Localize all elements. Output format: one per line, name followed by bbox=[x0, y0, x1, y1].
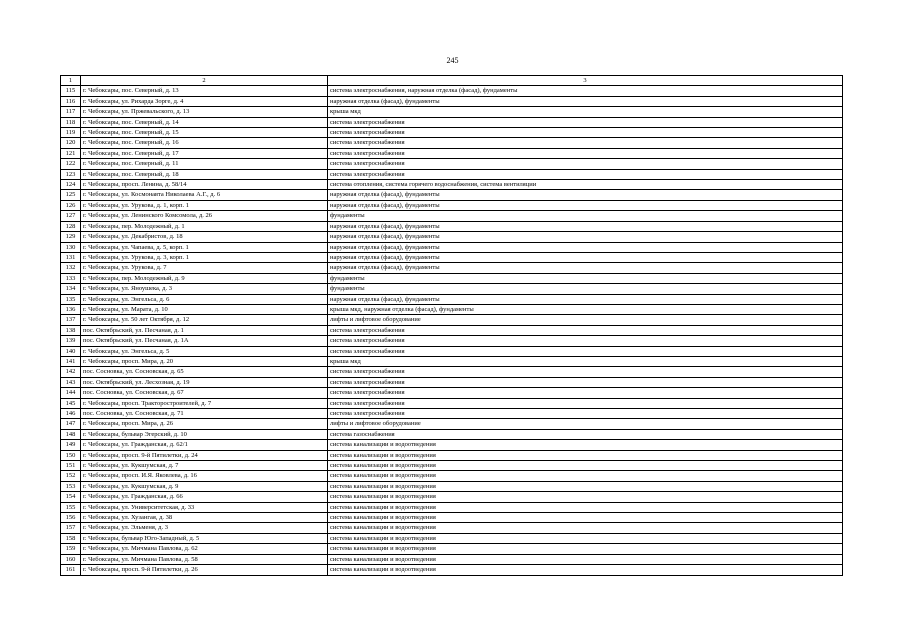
row-number-cell: 131 bbox=[61, 252, 81, 262]
works-cell: наружная отделка (фасад), фундаменты bbox=[328, 200, 843, 210]
address-cell: г. Чебоксары, просп. Мира, д. 26 bbox=[81, 419, 328, 429]
works-cell: система электроснабжения bbox=[328, 325, 843, 335]
address-cell: пос. Сосновка, ул. Сосновская, д. 67 bbox=[81, 388, 328, 398]
address-cell: г. Чебоксары, ул. Энгельса, д. 6 bbox=[81, 294, 328, 304]
address-cell: г. Чебоксары, бульвар Юго-Западный, д. 5 bbox=[81, 533, 328, 543]
address-cell: г. Чебоксары, пос. Северный, д. 16 bbox=[81, 138, 328, 148]
works-cell: система канализации и водоотведения bbox=[328, 513, 843, 523]
address-cell: г. Чебоксары, ул. Пржевальского, д. 13 bbox=[81, 107, 328, 117]
row-number-cell: 160 bbox=[61, 554, 81, 564]
table-row bbox=[61, 315, 843, 325]
address-cell: г. Чебоксары, просп. Мира, д. 20 bbox=[81, 356, 328, 366]
address-cell: г. Чебоксары, ул. Урукова, д. 1, корп. 1 bbox=[81, 200, 328, 210]
works-cell: наружная отделка (фасад), фундаменты bbox=[328, 221, 843, 231]
row-number-cell: 125 bbox=[61, 190, 81, 200]
row-number-cell: 128 bbox=[61, 221, 81, 231]
address-cell: пос. Октябрьский, ул. Лесхозная, д. 19 bbox=[81, 377, 328, 387]
works-cell: наружная отделка (фасад), фундаменты bbox=[328, 252, 843, 262]
table-row bbox=[61, 409, 843, 419]
works-cell: система электроснабжения bbox=[328, 388, 843, 398]
address-cell: г. Чебоксары, ул. Космонавта Николаева А.Г., д. 6 bbox=[81, 190, 328, 200]
table-row bbox=[61, 336, 843, 346]
row-number-cell: 141 bbox=[61, 356, 81, 366]
address-cell: г. Чебоксары, ул. Марата, д. 10 bbox=[81, 304, 328, 314]
table-row bbox=[61, 377, 843, 387]
address-cell: г. Чебоксары, ул. Яноушека, д. 3 bbox=[81, 284, 328, 294]
table-row bbox=[61, 263, 843, 273]
row-number-cell: 155 bbox=[61, 502, 81, 512]
table-row bbox=[61, 304, 843, 314]
works-cell: система канализации и водоотведения bbox=[328, 492, 843, 502]
row-number-cell: 136 bbox=[61, 304, 81, 314]
works-cell: система электроснабжения bbox=[328, 336, 843, 346]
table-row bbox=[61, 180, 843, 190]
row-number-cell: 147 bbox=[61, 419, 81, 429]
row-number-cell: 143 bbox=[61, 377, 81, 387]
row-number-cell: 133 bbox=[61, 273, 81, 283]
works-cell: система отопления, система горячего водоснабжения, система вентиляции bbox=[328, 180, 843, 190]
address-cell: г. Чебоксары, ул. Урукова, д. 3, корп. 1 bbox=[81, 252, 328, 262]
table-row bbox=[61, 190, 843, 200]
address-cell: г. Чебоксары, ул. Урукова, д. 7 bbox=[81, 263, 328, 273]
table-row bbox=[61, 107, 843, 117]
table-row bbox=[61, 419, 843, 429]
row-number-cell: 116 bbox=[61, 96, 81, 106]
table-row bbox=[61, 492, 843, 502]
works-cell: крыша мкд bbox=[328, 107, 843, 117]
address-cell: г. Чебоксары, ул. Мичмана Павлова, д. 62 bbox=[81, 544, 328, 554]
row-number-cell: 145 bbox=[61, 398, 81, 408]
works-cell: система канализации и водоотведения bbox=[328, 440, 843, 450]
table-row bbox=[61, 86, 843, 96]
row-number-cell: 126 bbox=[61, 200, 81, 210]
table-row bbox=[61, 211, 843, 221]
address-cell: пос. Сосновка, ул. Сосновская, д. 65 bbox=[81, 367, 328, 377]
address-cell: г. Чебоксары, ул. Ленинского Комсомола, д. 26 bbox=[81, 211, 328, 221]
table-row bbox=[61, 148, 843, 158]
row-number-cell: 152 bbox=[61, 471, 81, 481]
table-row bbox=[61, 159, 843, 169]
address-cell: г. Чебоксары, пос. Северный, д. 14 bbox=[81, 117, 328, 127]
address-cell: г. Чебоксары, ул. Кукшумская, д. 9 bbox=[81, 481, 328, 491]
works-cell: система электроснабжения, наружная отделка (фасад), фундаменты bbox=[328, 86, 843, 96]
row-number-cell: 159 bbox=[61, 544, 81, 554]
works-cell: система электроснабжения bbox=[328, 138, 843, 148]
works-cell: крыша мкд bbox=[328, 356, 843, 366]
table-row bbox=[61, 565, 843, 575]
column-header-3: 3 bbox=[328, 76, 843, 86]
table-row bbox=[61, 138, 843, 148]
table-row bbox=[61, 461, 843, 471]
column-header-2: 2 bbox=[81, 76, 328, 86]
address-cell: г. Чебоксары, пос. Северный, д. 15 bbox=[81, 128, 328, 138]
row-number-cell: 139 bbox=[61, 336, 81, 346]
row-number-cell: 119 bbox=[61, 128, 81, 138]
table-body bbox=[61, 86, 843, 575]
row-number-cell: 146 bbox=[61, 409, 81, 419]
table-row bbox=[61, 356, 843, 366]
table-row bbox=[61, 117, 843, 127]
address-cell: г. Чебоксары, просп. 9-й Пятилетки, д. 26 bbox=[81, 565, 328, 575]
works-cell: система электроснабжения bbox=[328, 367, 843, 377]
address-cell: г. Чебоксары, ул. Эльменя, д. 3 bbox=[81, 523, 328, 533]
table-row bbox=[61, 252, 843, 262]
row-number-cell: 137 bbox=[61, 315, 81, 325]
works-cell: наружная отделка (фасад), фундаменты bbox=[328, 294, 843, 304]
works-cell: система канализации и водоотведения bbox=[328, 450, 843, 460]
works-cell: система газоснабжения bbox=[328, 429, 843, 439]
works-cell: система канализации и водоотведения bbox=[328, 523, 843, 533]
row-number-cell: 124 bbox=[61, 180, 81, 190]
works-cell: система электроснабжения bbox=[328, 409, 843, 419]
table-row bbox=[61, 533, 843, 543]
address-cell: г. Чебоксары, ул. Мичмана Павлова, д. 58 bbox=[81, 554, 328, 564]
address-cell: пос. Октябрьский, ул. Песчаная, д. 1А bbox=[81, 336, 328, 346]
works-cell: система канализации и водоотведения bbox=[328, 481, 843, 491]
works-cell: система канализации и водоотведения bbox=[328, 533, 843, 543]
works-cell: наружная отделка (фасад), фундаменты bbox=[328, 190, 843, 200]
works-cell: система электроснабжения bbox=[328, 159, 843, 169]
table-row bbox=[61, 367, 843, 377]
row-number-cell: 123 bbox=[61, 169, 81, 179]
works-cell: система канализации и водоотведения bbox=[328, 471, 843, 481]
table-row bbox=[61, 429, 843, 439]
works-cell: фундаменты bbox=[328, 273, 843, 283]
address-cell: г. Чебоксары, пос. Северный, д. 13 bbox=[81, 86, 328, 96]
table-row bbox=[61, 169, 843, 179]
works-cell: система электроснабжения bbox=[328, 169, 843, 179]
works-cell: система канализации и водоотведения bbox=[328, 554, 843, 564]
works-cell: фундаменты bbox=[328, 284, 843, 294]
address-cell: г. Чебоксары, ул. Декабристов, д. 18 bbox=[81, 232, 328, 242]
works-cell: наружная отделка (фасад), фундаменты bbox=[328, 263, 843, 273]
works-cell: система канализации и водоотведения bbox=[328, 544, 843, 554]
works-cell: система канализации и водоотведения bbox=[328, 565, 843, 575]
address-cell: г. Чебоксары, ул. Кукшумская, д. 7 bbox=[81, 461, 328, 471]
address-cell: г. Чебоксары, ул. Рихарда Зорге, д. 4 bbox=[81, 96, 328, 106]
table-row bbox=[61, 200, 843, 210]
row-number-cell: 134 bbox=[61, 284, 81, 294]
table-row bbox=[61, 346, 843, 356]
works-cell: лифты и лифтовое оборудование bbox=[328, 315, 843, 325]
address-cell: г. Чебоксары, ул. Университетская, д. 33 bbox=[81, 502, 328, 512]
address-cell: г. Чебоксары, просп. И.Я. Яковлева, д. 16 bbox=[81, 471, 328, 481]
works-cell: лифты и лифтовое оборудование bbox=[328, 419, 843, 429]
row-number-cell: 161 bbox=[61, 565, 81, 575]
address-cell: г. Чебоксары, ул. Энгельса, д. 5 bbox=[81, 346, 328, 356]
table-row bbox=[61, 294, 843, 304]
row-number-cell: 129 bbox=[61, 232, 81, 242]
address-cell: г. Чебоксары, пос. Северный, д. 17 bbox=[81, 148, 328, 158]
page-number: 245 bbox=[446, 56, 459, 65]
table-header-row bbox=[61, 76, 843, 86]
row-number-cell: 151 bbox=[61, 461, 81, 471]
address-cell: г. Чебоксары, ул. 50 лет Октября, д. 12 bbox=[81, 315, 328, 325]
address-cell: г. Чебоксары, пер. Молодежный, д. 1 bbox=[81, 221, 328, 231]
row-number-cell: 115 bbox=[61, 86, 81, 96]
works-cell: наружная отделка (фасад), фундаменты bbox=[328, 232, 843, 242]
table-row bbox=[61, 388, 843, 398]
table-row bbox=[61, 273, 843, 283]
table-row bbox=[61, 284, 843, 294]
column-header-1: 1 bbox=[61, 76, 81, 86]
row-number-cell: 122 bbox=[61, 159, 81, 169]
works-cell: система электроснабжения bbox=[328, 117, 843, 127]
table-row bbox=[61, 481, 843, 491]
address-cell: г. Чебоксары, пос. Северный, д. 11 bbox=[81, 159, 328, 169]
address-cell: пос. Сосновка, ул. Сосновская, д. 71 bbox=[81, 409, 328, 419]
address-cell: г. Чебоксары, просп. Ленина, д. 58/14 bbox=[81, 180, 328, 190]
works-cell: система канализации и водоотведения bbox=[328, 461, 843, 471]
works-cell: наружная отделка (фасад), фундаменты bbox=[328, 242, 843, 252]
address-cell: г. Чебоксары, просп. Тракторостроителей, д. 7 bbox=[81, 398, 328, 408]
address-cell: г. Чебоксары, пос. Северный, д. 18 bbox=[81, 169, 328, 179]
table-row bbox=[61, 440, 843, 450]
table-row bbox=[61, 544, 843, 554]
works-cell: фундаменты bbox=[328, 211, 843, 221]
row-number-cell: 138 bbox=[61, 325, 81, 335]
table-row bbox=[61, 502, 843, 512]
address-cell: г. Чебоксары, просп. 9-й Пятилетки, д. 24 bbox=[81, 450, 328, 460]
works-cell: наружная отделка (фасад), фундаменты bbox=[328, 96, 843, 106]
row-number-cell: 153 bbox=[61, 481, 81, 491]
table-row bbox=[61, 513, 843, 523]
address-cell: г. Чебоксары, ул. Чапаева, д. 5, корп. 1 bbox=[81, 242, 328, 252]
table-row bbox=[61, 232, 843, 242]
row-number-cell: 144 bbox=[61, 388, 81, 398]
table-row bbox=[61, 128, 843, 138]
table-row bbox=[61, 221, 843, 231]
row-number-cell: 135 bbox=[61, 294, 81, 304]
row-number-cell: 127 bbox=[61, 211, 81, 221]
row-number-cell: 154 bbox=[61, 492, 81, 502]
table-row bbox=[61, 471, 843, 481]
works-cell: система электроснабжения bbox=[328, 377, 843, 387]
buildings-table bbox=[60, 75, 843, 576]
row-number-cell: 130 bbox=[61, 242, 81, 252]
row-number-cell: 117 bbox=[61, 107, 81, 117]
row-number-cell: 158 bbox=[61, 533, 81, 543]
address-cell: г. Чебоксары, ул. Гражданская, д. 66 bbox=[81, 492, 328, 502]
address-cell: г. Чебоксары, ул. Гражданская, д. 62/1 bbox=[81, 440, 328, 450]
address-cell: г. Чебоксары, бульвар Эгерский, д. 10 bbox=[81, 429, 328, 439]
row-number-cell: 142 bbox=[61, 367, 81, 377]
works-cell: система электроснабжения bbox=[328, 148, 843, 158]
row-number-cell: 150 bbox=[61, 450, 81, 460]
table-row bbox=[61, 325, 843, 335]
row-number-cell: 121 bbox=[61, 148, 81, 158]
address-cell: г. Чебоксары, пер. Молодежный, д. 9 bbox=[81, 273, 328, 283]
row-number-cell: 132 bbox=[61, 263, 81, 273]
table-row bbox=[61, 398, 843, 408]
row-number-cell: 149 bbox=[61, 440, 81, 450]
row-number-cell: 157 bbox=[61, 523, 81, 533]
row-number-cell: 118 bbox=[61, 117, 81, 127]
table-row bbox=[61, 554, 843, 564]
works-cell: система электроснабжения bbox=[328, 398, 843, 408]
address-cell: г. Чебоксары, ул. Хузангая, д. 38 bbox=[81, 513, 328, 523]
table-row bbox=[61, 242, 843, 252]
works-cell: крыша мкд, наружная отделка (фасад), фундаменты bbox=[328, 304, 843, 314]
table-row bbox=[61, 96, 843, 106]
row-number-cell: 148 bbox=[61, 429, 81, 439]
works-cell: система электроснабжения bbox=[328, 346, 843, 356]
row-number-cell: 140 bbox=[61, 346, 81, 356]
works-cell: система канализации и водоотведения bbox=[328, 502, 843, 512]
row-number-cell: 120 bbox=[61, 138, 81, 148]
works-cell: система электроснабжения bbox=[328, 128, 843, 138]
row-number-cell: 156 bbox=[61, 513, 81, 523]
table-row bbox=[61, 450, 843, 460]
table-row bbox=[61, 523, 843, 533]
address-cell: пос. Октябрьский, ул. Песчаная, д. 1 bbox=[81, 325, 328, 335]
